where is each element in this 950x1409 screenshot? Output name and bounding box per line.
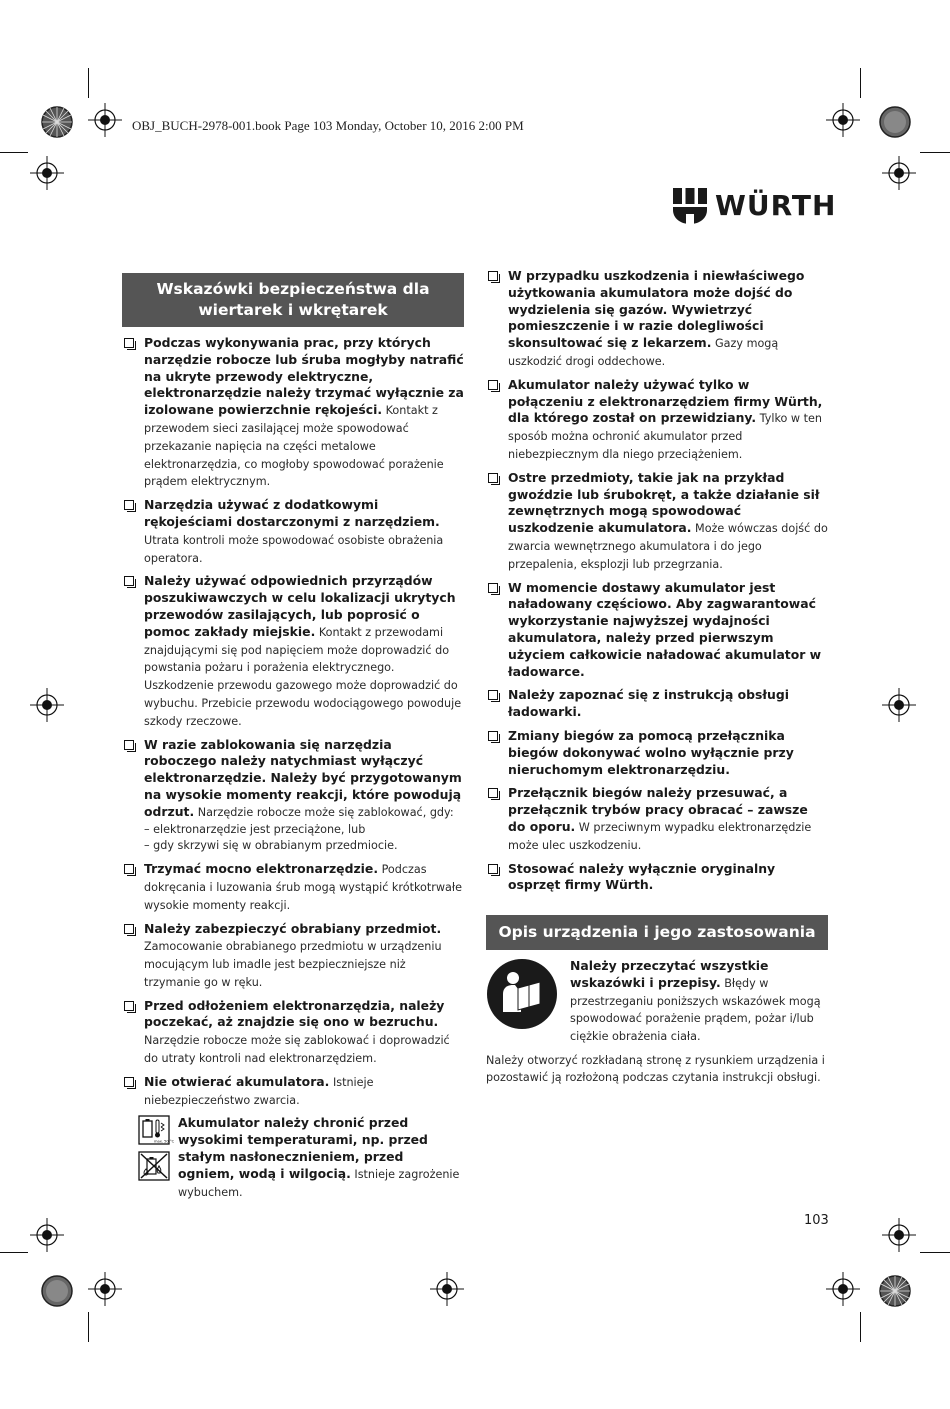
safety-item-bold: Należy zapoznać się z instrukcją obsługi ładowarki.	[508, 687, 789, 720]
left-column	[122, 273, 464, 1201]
checkbox-bullet-icon	[124, 576, 134, 586]
safety-item-bold: Trzymać mocno elektronarzędzie.	[144, 861, 379, 877]
safety-item-bold: Należy zabezpieczyć obrabiany przedmiot.	[144, 920, 442, 936]
crop-mark	[88, 68, 89, 98]
safety-item-bold: Nie otwierać akumulatora.	[144, 1073, 330, 1089]
safety-item	[122, 921, 464, 992]
safety-item-list-entry: – elektronarzędzie jest przeciążone, lub	[144, 822, 366, 836]
safety-item-text: Kontakt z przewodami znajdującymi się pod napięciem może doprowadzić do powstania pożaru i porażenia elektrycznego. Uszkodzenie przewodu gazowego może doprowadzić do wybuchu. Przebicie przewodu wodociągowego powoduje szkody rzeczowe.	[144, 625, 462, 728]
safety-item-text: Istnieje niebezpieczeństwo zwarcia.	[144, 1075, 374, 1107]
safety-item-bold: Przełącznik biegów należy przesuwać, a przełącznik trybów pracy obracać – zawsze do oporu.	[508, 785, 808, 834]
safety-item-text: W przeciwnym wypadku elektronarzędzie może ulec uszkodzeniu.	[508, 820, 812, 852]
wurth-logo-icon	[673, 188, 707, 224]
star-target-icon	[878, 1274, 912, 1308]
checkbox-bullet-icon	[488, 473, 498, 483]
registration-mark-icon	[882, 156, 916, 190]
safety-item-bold: Przed odłożeniem elektronarzędzia, należy poczekać, aż znajdzie się ono w bezruchu.	[144, 997, 445, 1030]
safety-item	[486, 687, 828, 722]
safety-item	[122, 998, 464, 1068]
safety-item-text: Tylko w ten sposób można ochronić akumulator przed niebezpiecznym dla niego przeciążeniem.	[508, 412, 822, 461]
safety-item-bold: W przypadku uszkodzenia i niewłaściwego użytkowania akumulatora może dojść do wydzielenia się gazów. Wywietrzyć pomieszczenie i w razie dolegliwości skonsultować się z lekarzem.	[508, 268, 805, 351]
right-column	[486, 268, 828, 1086]
crop-mark	[88, 1312, 89, 1342]
safety-item-text: Utrata kontroli może spowodować osobiste obrażenia operatora.	[144, 533, 444, 565]
checkbox-bullet-icon	[488, 731, 498, 741]
checkbox-bullet-icon	[488, 583, 498, 593]
safety-item-text: Może wówczas dojść do zwarcia wewnętrznego akumulatora i do jego przepalenia, eksplozji lub przegrzania.	[508, 522, 828, 571]
battery-protection-bold: Akumulator należy chronić przed wysokimi temperaturami, np. przed stałym nasłonecznieniem, przed ogniem, wodą i wilgocią.	[178, 1115, 428, 1181]
safety-item-text: Kontakt z przewodem sieci zasilającej może spowodować przekazanie napięcia na części metalowe elektronarzędzia, co mogłoby spowodować porażenie prądem elektrycznym.	[144, 404, 444, 489]
safety-item-text: Narzędzie robocze może się zablokować, gdy:	[194, 805, 454, 819]
battery-no-fire-water-icon	[138, 1151, 170, 1181]
safety-item-bold: Narzędzia używać z dodatkowymi rękojeściami dostarczonymi z narzędziem.	[144, 497, 440, 529]
read-instructions-note	[486, 958, 828, 1046]
brand-logo	[673, 187, 837, 225]
registration-mark-icon	[30, 1218, 64, 1252]
checkbox-bullet-icon	[488, 864, 498, 874]
checkbox-bullet-icon	[124, 924, 134, 934]
safety-item-text: Podczas dokręcania i luzowania śrub mogą wystąpić krótkotrwałe wysokie momenty reakcji.	[144, 863, 462, 912]
crop-mark	[0, 1252, 28, 1253]
safety-item-bold: Akumulator należy używać tylko w połączeniu z elektronarzędziem firmy Würth, dla którego został on przewidziany.	[508, 376, 823, 426]
safety-item	[122, 861, 464, 914]
safety-item-bold: Ostre przedmioty, takie jak na przykład gwoździe lub śrubokręt, a także działanie sił zewnętrznych mogą spowodować uszkodzenie akumulatora.	[508, 469, 820, 536]
battery-protection-text	[178, 1115, 462, 1201]
checkbox-bullet-icon	[488, 690, 498, 700]
safety-item	[122, 335, 464, 491]
registration-mark-icon	[88, 103, 122, 137]
section-heading-description: Opis urządzenia i jego zastosowania	[486, 915, 828, 950]
star-target-icon	[878, 105, 912, 139]
safety-item-bold: Należy używać odpowiednich przyrządów poszukiwawczych w celu lokalizacji ukrytych przewodów zasilających, lub poprosić o pomoc zakłady miejskie.	[144, 573, 456, 639]
temperature-limit-label: max. 50 °C	[154, 1139, 175, 1144]
print-header: OBJ_BUCH-2978-001.book Page 103 Monday, October 10, 2016 2:00 PM	[132, 118, 524, 133]
safety-item-text: Zamocowanie obrabianego przedmiotu w urządzeniu mocującym lub imadle jest bezpieczniejsze niż trzymanie go w ręku.	[144, 940, 442, 989]
safety-item-bold: Podczas wykonywania prac, przy których narzędzie robocze lub śruba mogłyby natrafić na ukryte przewody elektryczne, elektronarzędzie należy trzymać wyłącznie za izolowane powierzchnie rękojeści.	[144, 335, 464, 418]
registration-mark-icon	[30, 156, 64, 190]
registration-mark-icon	[826, 1272, 860, 1306]
registration-mark-icon	[882, 688, 916, 722]
crop-mark	[860, 1312, 861, 1342]
crop-mark	[920, 152, 950, 153]
foldout-instruction-paragraph: Należy otworzyć rozkładaną stronę z rysunkiem urządzenia i pozostawić ją rozłożoną podczas czytania instrukcji obsługi.	[486, 1054, 825, 1085]
safety-item	[122, 737, 464, 856]
checkbox-bullet-icon	[124, 864, 134, 874]
safety-item-list-entry: – gdy skrzywi się w obrabianym przedmiocie.	[144, 839, 398, 853]
safety-item	[122, 497, 464, 567]
checkbox-bullet-icon	[124, 1077, 134, 1087]
safety-item	[122, 573, 464, 730]
safety-item	[486, 728, 828, 779]
safety-item-bold: W razie zablokowania się narzędzia roboczego należy natychmiast wyłączyć elektronarzędzie. Należy być przygotowanym na wysokie momenty reakcji, które powodują odrzut.	[144, 736, 462, 819]
registration-mark-icon	[30, 688, 64, 722]
safety-item	[486, 580, 828, 682]
checkbox-bullet-icon	[124, 500, 134, 510]
star-target-icon	[40, 1274, 74, 1308]
registration-mark-icon	[882, 1218, 916, 1252]
battery-icons	[138, 1115, 175, 1201]
read-instructions-normal: Błędy w przestrzeganiu poniższych wskazówek mogą spowodować porażenie prądem, pożar i/lub ciężkie obrażenia ciała.	[570, 976, 821, 1044]
checkbox-bullet-icon	[124, 740, 134, 750]
safety-item	[486, 861, 828, 896]
registration-mark-icon	[430, 1272, 464, 1306]
safety-item-bold: Zmiany biegów za pomocą przełącznika biegów dokonywać wolno wyłącznie przy nieruchomym elektronarzędziu.	[508, 727, 794, 777]
battery-protection-note	[138, 1115, 464, 1201]
checkbox-bullet-icon	[488, 380, 498, 390]
safety-item	[122, 1074, 464, 1110]
battery-protection-normal: Istnieje zagrożenie wybuchem.	[178, 1167, 460, 1199]
safety-item-bold: W momencie dostawy akumulator jest naładowany częściowo. Aby zagwarantować wykorzystanie najwyższej wydajności akumulatora, należy przed pierwszym użyciem całkowicie naładować akumulator w ładowarce.	[508, 579, 822, 679]
safety-item	[486, 268, 828, 371]
page-number: 103	[804, 1213, 829, 1228]
safety-item-text: Narzędzie robocze może się zablokować i doprowadzić do utraty kontroli nad elektronarzędziem.	[144, 1034, 450, 1066]
section-heading-safety: Wskazówki bezpieczeństwa dla wiertarek i wkrętarek	[122, 273, 464, 327]
crop-mark	[920, 1252, 950, 1253]
read-manual-icon	[486, 958, 558, 1030]
read-instructions-text	[570, 958, 828, 1046]
checkbox-bullet-icon	[124, 1001, 134, 1011]
checkbox-bullet-icon	[488, 271, 498, 281]
safety-item	[486, 470, 828, 574]
registration-mark-icon	[826, 103, 860, 137]
registration-mark-icon	[88, 1272, 122, 1306]
safety-item	[486, 377, 828, 464]
checkbox-bullet-icon	[124, 338, 134, 348]
checkbox-bullet-icon	[488, 788, 498, 798]
battery-temperature-icon	[138, 1115, 175, 1145]
crop-mark	[0, 152, 28, 153]
star-target-icon	[40, 105, 74, 139]
read-instructions-bold: Należy przeczytać wszystkie wskazówki i przepisy.	[570, 958, 769, 990]
safety-item	[486, 785, 828, 854]
safety-item-bold: Stosować należy wyłącznie oryginalny osprzęt firmy Würth.	[508, 860, 776, 893]
safety-item-text: Gazy mogą uszkodzić drogi oddechowe.	[508, 337, 779, 368]
crop-mark	[860, 68, 861, 98]
brand-name: WÜRTH	[715, 189, 837, 222]
